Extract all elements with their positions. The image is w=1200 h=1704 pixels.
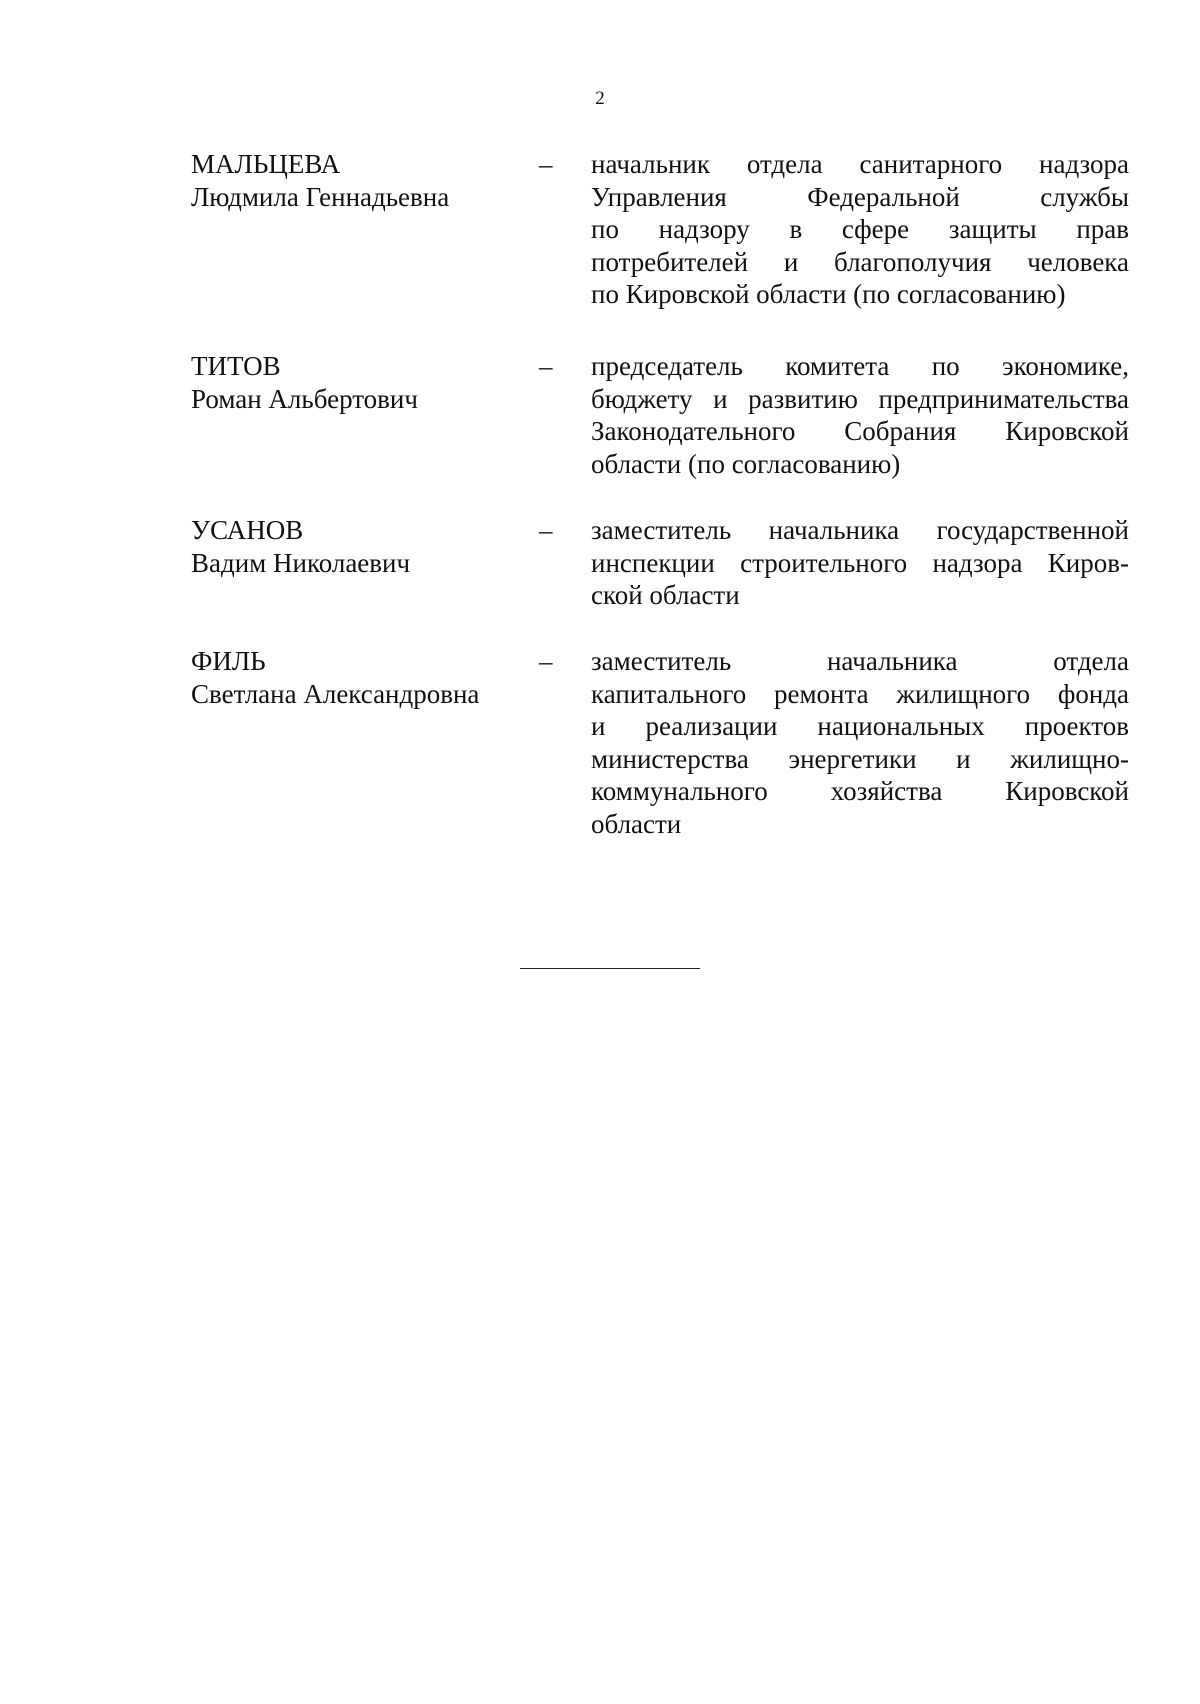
page-number: 2 bbox=[595, 88, 605, 109]
position-line: коммунального хозяйства Кировской bbox=[591, 776, 1129, 806]
position-line: заместитель начальника государственной bbox=[591, 515, 1129, 545]
position-line: потребителей и благополучия человека bbox=[591, 246, 1129, 277]
member-name bbox=[191, 350, 521, 415]
position-line: инспекции строительного надзора Киров- bbox=[591, 547, 1129, 578]
member-given-name: Людмила Геннадьевна bbox=[191, 181, 450, 212]
position-line: области (по согласованию) bbox=[591, 448, 901, 479]
position-line: капитального ремонта жилищного фонда bbox=[591, 678, 1129, 709]
member-name bbox=[191, 514, 521, 579]
member-position bbox=[591, 514, 1129, 612]
position-line: и реализации национальных проектов bbox=[591, 711, 1129, 741]
position-line: Законодательного Собрания Кировской bbox=[591, 416, 1129, 446]
position-line: председатель комитета по экономике, bbox=[591, 351, 1129, 381]
member-given-name: Вадим Николаевич bbox=[191, 547, 411, 578]
member-position bbox=[591, 148, 1129, 311]
member-surname: ТИТОВ bbox=[191, 351, 281, 381]
position-line: бюджету и развитию предпринимательства bbox=[591, 383, 1129, 414]
member-surname: МАЛЬЦЕВА bbox=[191, 149, 341, 179]
position-line: по надзору в сфере защиты прав bbox=[591, 214, 1129, 244]
separator-dash: – bbox=[539, 149, 553, 179]
position-line: Управления Федеральной службы bbox=[591, 181, 1129, 212]
member-name bbox=[191, 148, 521, 213]
closing-rule bbox=[520, 968, 700, 969]
member-name bbox=[191, 645, 521, 710]
separator-dash: – bbox=[539, 515, 553, 545]
member-given-name: Роман Альбертович bbox=[191, 383, 418, 414]
position-line: области bbox=[591, 808, 682, 839]
position-line: начальник отдела санитарного надзора bbox=[591, 149, 1129, 179]
position-line: ской области bbox=[591, 580, 740, 610]
position-line: заместитель начальника отдела bbox=[591, 646, 1129, 676]
separator-dash: – bbox=[539, 351, 553, 381]
position-line: по Кировской области (по согласованию) bbox=[591, 279, 1066, 309]
position-line: министерства энергетики и жилищно- bbox=[591, 743, 1129, 774]
member-surname: ФИЛЬ bbox=[191, 646, 266, 676]
member-surname: УСАНОВ bbox=[191, 515, 304, 545]
member-given-name: Светлана Александровна bbox=[191, 678, 480, 709]
separator-dash: – bbox=[539, 646, 553, 676]
member-position bbox=[591, 645, 1129, 840]
member-position bbox=[591, 350, 1129, 480]
